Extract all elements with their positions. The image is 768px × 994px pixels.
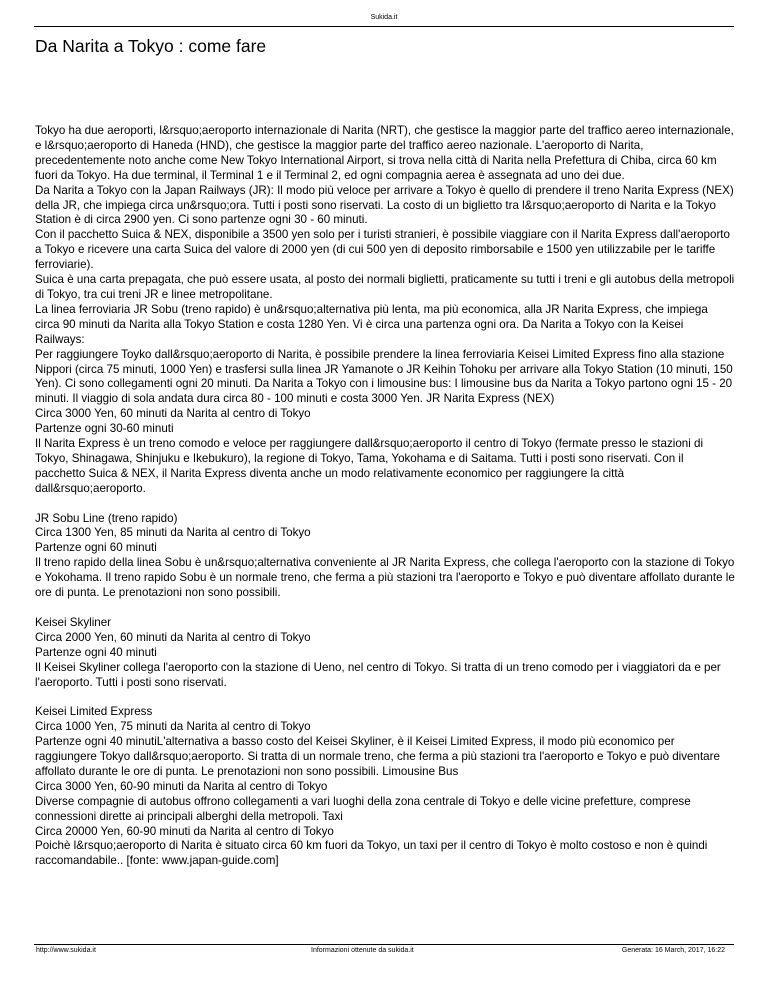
article-paragraph: JR Sobu Line (treno rapido) Circa 1300 Yen, 85 minuti da Narita al centro di Tokyo Partenze ogni 60 minuti Il treno rapido della linea Sobu è un&rsquo;alternativa conveniente al JR Narita Express, che collega l'aeroporto con la stazione di Tokyo e Yokohama. Il treno rapido Sobu è un normale treno, che ferma a più stazioni tra l'aeroporto e Tokyo e può diventare affollato durante le ore di punta. Le prenotazioni non sono possibili. — [35, 511, 735, 600]
article-paragraph: Keisei Limited Express Circa 1000 Yen, 75 minuti da Narita al centro di Tokyo Partenze ogni 40 minutiL'alternativa a basso costo del Keisei Skyliner, è il Keisei Limited Express, il modo più economico per raggiungere Tokyo dall&rsquo;aeroporto. Si tratta di un normale treno, che ferma a più stazioni tra l'aeroporto e Tokyo e può diventare affollato durante le ore di punta. Le prenotazioni non sono possibili. Limousine Bus Circa 3000 Yen, 60-90 minuti da Narita al centro di Tokyo Diverse compagnie di autobus offrono collegamenti a vari luoghi della zona centrale di Tokyo e delle vicine prefetture, comprese connessioni dirette ai principali alberghi della metropoli. Taxi Circa 20000 Yen, 60-90 minuti da Narita al centro di Tokyo Poichè l&rsquo;aeroporto di Narita è situato circa 60 km fuori da Tokyo, un taxi per il centro di Tokyo è molto costoso e non è quindi raccomandabile.. [fonte: www.japan-guide.com] — [35, 705, 720, 868]
header-divider — [34, 26, 734, 27]
page-title: Da Narita a Tokyo : come fare — [35, 36, 267, 56]
article-paragraph: Keisei Skyliner Circa 2000 Yen, 60 minuti da Narita al centro di Tokyo Partenze ogni 40 minuti Il Keisei Skyliner collega l'aeroporto con la stazione di Ueno, nel centro di Tokyo. Si tratta di un treno comodo per i viaggiatori da e per l'aeroporto. Tutti i posti sono riservati. — [35, 615, 721, 689]
page-footer — [34, 946, 734, 956]
footer-source: Informazioni ottenute da sukida.it — [311, 947, 414, 954]
article-paragraph: Tokyo ha due aeroporti, l&rsquo;aeroporto internazionale di Narita (NRT), che gestisce la maggior parte del traffico aereo internazionale, e l&rsquo;aeroporto di Haneda (HND), che gestisce la maggior parte del traffico aereo nazionale. L'aeroporto di Narita, precedentemente noto anche come New Tokyo International Airport, si trova nella città di Narita nella Prefettura di Chiba, circa 60 km fuori da Tokyo. Ha due terminal, il Terminal 1 e il Terminal 2, ed ogni compagnia aerea è assegnata ad uno dei due. Da Narita a Tokyo con la Japan Railways (JR): Il modo più veloce per arrivare a Tokyo è quello di prendere il treno Narita Express (NEX) della JR, che impiega circa un&rsquo;ora. Tutti i posti sono riservati. La costo di un biglietto tra l&rsquo;aeroporto di Narita e la Tokyo Station è di circa 2900 yen. Ci sono partenze ogni 30 - 60 minuti. Con il pacchetto Suica & NEX, disponibile a 3500 yen solo per i turisti stranieri, è possibile viaggiare con il Narita Express dall'aeroporto a Tokyo e ricevere una carta Suica del valore di 2000 yen (di cui 500 yen di deposito rimborsabile e 1500 yen utilizzabile per le tariffe ferroviarie). Suica è una carta prepagata, che può essere usata, al posto dei normali biglietti, praticamente su tutti i treni e gli autobus della metropoli di Tokyo, tra cui treni JR e linee metropolitane. La linea ferroviaria JR Sobu (treno rapido) è un&rsquo;alternativa più lenta, ma più economica, alla JR Narita Express, che impiega circa 90 minuti da Narita alla Tokyo Station e costa 1280 Yen. Vi è circa una partenza ogni ora. Da Narita a Tokyo con la Keisei Railways: Per raggiungere Toyko dall&rsquo;aeroporto di Narita, è possibile prendere la linea ferroviaria Keisei Limited Express fino alla stazione Nippori (circa 75 minuti, 1000 Yen) e trasfersi sulla linea JR Yamanote o JR Keihin Tohoku per arrivare alla Tokyo Station (10 minuti, 150 Yen). Ci sono collegamenti ogni 20 minuti. Da Narita a Tokyo con i limousine bus: I limousine bus da Narita a Tokyo partono ogni 15 - 20 minuti. Il viaggio di sola andata dura circa 80 - 100 minuti e costa 3000 Yen. JR Narita Express (NEX) Circa 3000 Yen, 60 minuti da Narita al centro di Tokyo Partenze ogni 30-60 minuti Il Narita Express è un treno comodo e veloce per raggiungere dall&rsquo;aeroporto il centro di Tokyo (fermate presso le stazioni di Tokyo, Shinagawa, Shinjuku e Ikebukuro), la regione di Tokyo, Tama, Yokohama e di Saitama. Tutti i posti sono riservati. Con il pacchetto Suica & NEX, il Narita Express diventa anche un modo relativamente economico per raggiungere la città dall&rsquo;aeroporto. — [35, 124, 735, 495]
site-header: Sukida.it — [370, 14, 398, 21]
footer-divider — [34, 944, 734, 945]
footer-url: http://www.sukida.it — [36, 947, 96, 954]
footer-generated-date: Generata: 16 March, 2017, 16:22 — [621, 947, 725, 954]
article-body — [35, 124, 735, 869]
